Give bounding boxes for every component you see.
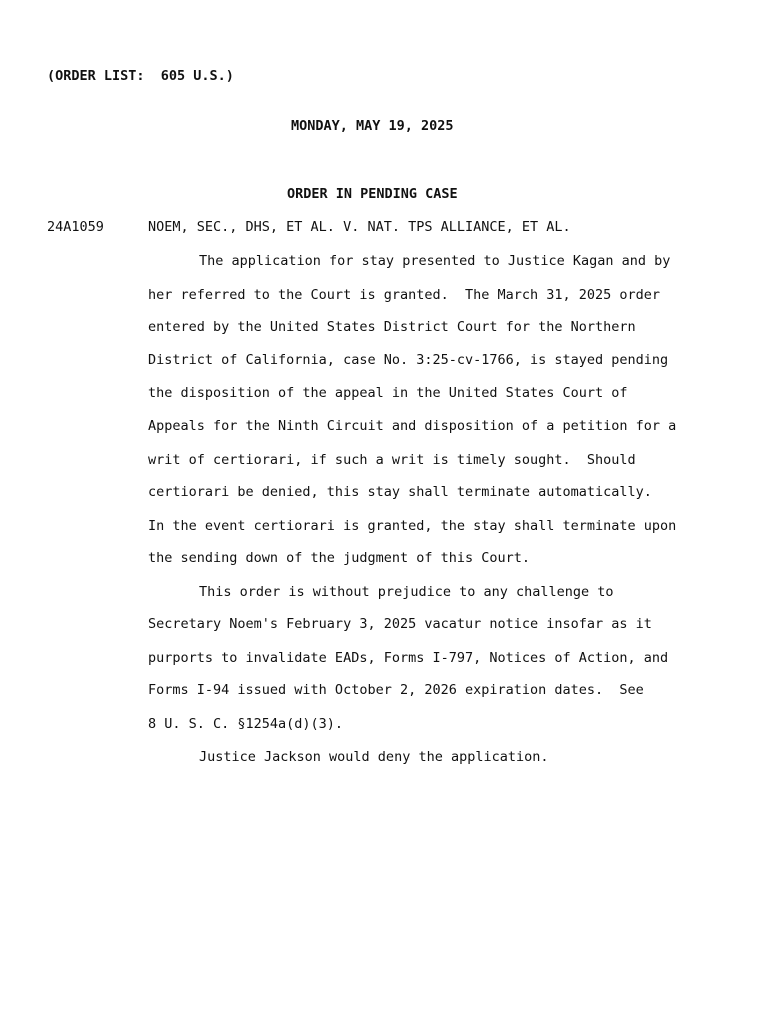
body-line: entered by the United States District Court for the Northern (148, 319, 636, 335)
body-line: Justice Jackson would deny the application. (199, 749, 549, 765)
body-line: The application for stay presented to Justice Kagan and by (199, 253, 671, 269)
case-caption: NOEM, SEC., DHS, ET AL. V. NAT. TPS ALLIANCE, ET AL. (148, 219, 571, 235)
body-line: Secretary Noem's February 3, 2025 vacatur notice insofar as it (148, 616, 652, 632)
body-line: This order is without prejudice to any challenge to (199, 584, 614, 600)
body-line: 8 U. S. C. §1254a(d)(3). (148, 716, 344, 732)
body-line: Appeals for the Ninth Circuit and disposition of a petition for a (148, 418, 677, 434)
section-title: ORDER IN PENDING CASE (287, 186, 458, 202)
docket-number: 24A1059 (47, 219, 104, 235)
body-line: the disposition of the appeal in the United States Court of (148, 385, 628, 401)
body-line: purports to invalidate EADs, Forms I-797, Notices of Action, and (148, 650, 669, 666)
body-line: In the event certiorari is granted, the stay shall terminate upon (148, 518, 677, 534)
body-line: her referred to the Court is granted. The March 31, 2025 order (148, 287, 661, 303)
body-line: writ of certiorari, if such a writ is timely sought. Should (148, 452, 636, 468)
body-line: certiorari be denied, this stay shall terminate automatically. (148, 484, 652, 500)
order-date: MONDAY, MAY 19, 2025 (291, 118, 454, 134)
body-line: Forms I-94 issued with October 2, 2026 expiration dates. See (148, 682, 644, 698)
order-list-heading: (ORDER LIST: 605 U.S.) (47, 68, 234, 84)
body-line: the sending down of the judgment of this Court. (148, 550, 531, 566)
body-line: District of California, case No. 3:25-cv-1766, is stayed pending (148, 352, 669, 368)
